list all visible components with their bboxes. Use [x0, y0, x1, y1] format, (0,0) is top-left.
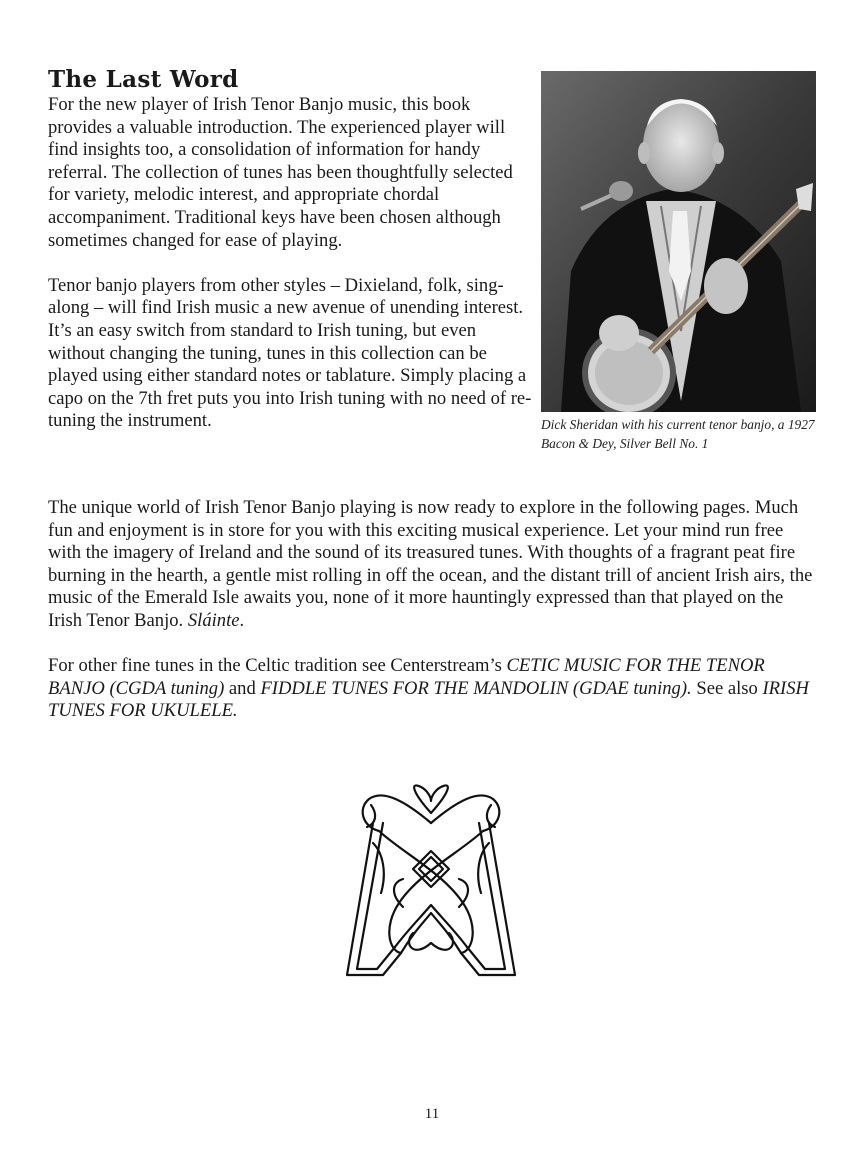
intro-column — [48, 94, 534, 456]
closing-text: The unique world of Irish Tenor Banjo playing is now ready to explore in the following pages. Much fun and enjoyment is in store for you with this exciting musical experience. Let your mind run free with the imagery of Ireland and the sound of its treasured tunes. With thoughts of a fragrant peat fire burning in the hearth, a gentle mist rolling in off the ocean, and the distant trill of ancient Irish airs, the music of the Emerald Isle awaits you, none of it more hauntingly expressed than that played on the Irish Tenor Banjo. — [48, 497, 813, 631]
references-see-also: See also — [691, 677, 763, 699]
references-paragraph — [48, 655, 816, 723]
page-number: 11 — [424, 1106, 440, 1122]
references-and: and — [224, 677, 261, 699]
book-title-ukulele: IRISH TUNES FOR UKULELE. — [48, 677, 809, 722]
slainte-signoff: Sláinte — [187, 609, 240, 631]
book-title-fiddle: FIDDLE TUNES FOR THE MANDOLIN (GDAE tuning). — [260, 677, 692, 699]
banjo-player-photo — [541, 71, 816, 412]
book-title-celtic: CETIC MUSIC FOR THE TENOR BANJO (CGDA tuning) — [48, 655, 765, 699]
references-intro: For other fine tunes in the Celtic tradition see Centerstream’s — [48, 655, 507, 677]
closing-paragraph: The unique world of Irish Tenor Banjo playing is now ready to explore in the following pages. Much fun and enjoyment is in store for you with this exciting musical experience. Let your mind run free with the imagery of Ireland and the sound of its treasured tunes. With thoughts of a fragrant peat fire burning in the hearth, a gentle mist rolling in off the ocean, and the distant trill of ancient Irish airs, the music of the Emerald Isle awaits you, none of it more hauntingly expressed than that played on the Irish Tenor Banjo. Sláinte. — [48, 497, 813, 631]
intro-paragraph-2: Tenor banjo players from other styles – Dixieland, folk, sing-along – will find Irish music a new avenue of unending interest. It’s an easy switch from standard to Irish tuning, but even without changing the tuning, tunes in this collection can be played using either standard notes or tablature. Simply placing a capo on the 7th fret puts you into Irish tuning with no need of re-tuning the instrument. — [48, 274, 532, 432]
closing-column — [48, 497, 816, 746]
intro-paragraph-1: For the new player of Irish Tenor Banjo music, this book provides a valuable introduction. The experienced player will find insights too, a consolidation of information for handy referral. The collection of tunes has been thoughtfully selected for variety, melodic interest, and appropriate chordal accompaniment. Traditional keys have been chosen although sometimes changed for ease of playing. — [48, 94, 513, 251]
celtic-knot-ornament — [343, 783, 519, 981]
photo-caption: Dick Sheridan with his current tenor banjo, a 1927 Bacon & Dey, Silver Bell No. 1 — [541, 417, 815, 451]
page-title: The Last Word — [48, 66, 239, 93]
